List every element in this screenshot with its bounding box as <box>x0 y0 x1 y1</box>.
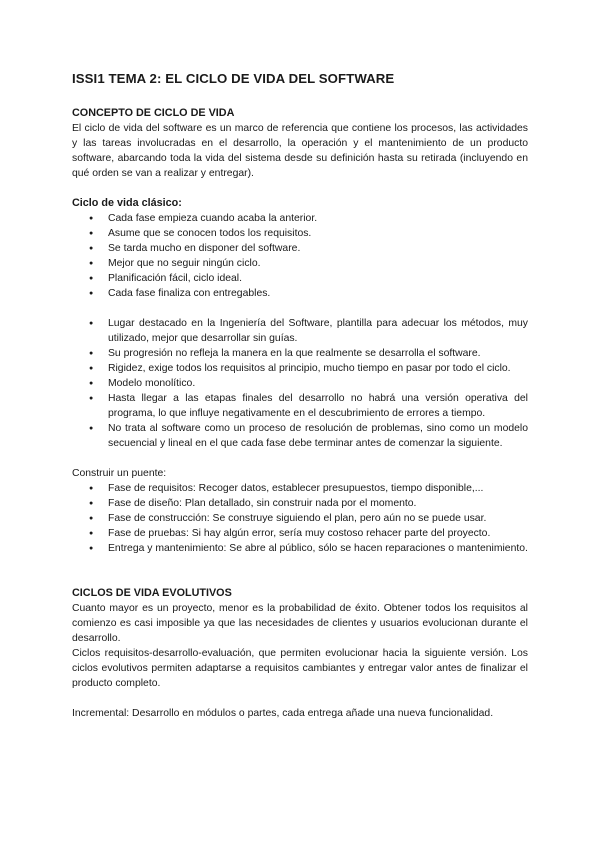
clasico-list-1 <box>72 211 528 301</box>
puente-list <box>72 481 528 556</box>
list-item: ● No trata al software como un proceso de resolución de problemas, sino como un modelo secuencial y lineal en el que cada fase debe terminar antes de comenzar la siguiente. <box>72 421 528 451</box>
list-item: ● Cada fase empieza cuando acaba la anterior. <box>72 211 528 226</box>
list-item: ● Cada fase finaliza con entregables. <box>72 286 528 301</box>
list-item: ● Planificación fácil, ciclo ideal. <box>72 271 528 286</box>
document-page <box>72 70 528 721</box>
subheading-ciclo-clasico: Ciclo de vida clásico: <box>72 197 182 209</box>
concepto-paragraph: El ciclo de vida del software es un marco de referencia que contiene los procesos, las actividades y las tareas involucradas en el desarrollo, la operación y el mantenimiento de un producto software, abarcando toda la vida del sistema desde su definición hasta su retirada (incluyendo en qué orden se van a realizar y entregar). <box>72 123 528 179</box>
list-item: ● Modelo monolítico. <box>72 376 528 391</box>
list-item: ● Entrega y mantenimiento: Se abre al público, sólo se hacen reparaciones o mantenimiento. <box>72 541 528 556</box>
list-item: ● Rigidez, exige todos los requisitos al principio, mucho tiempo en pasar por todo el ciclo. <box>72 361 528 376</box>
section-heading-concepto: CONCEPTO DE CICLO DE VIDA <box>72 107 235 119</box>
incremental-paragraph: Incremental: Desarrollo en módulos o partes, cada entrega añade una nueva funcionalidad. <box>72 708 494 719</box>
clasico-list-2 <box>72 316 528 451</box>
evolutivos-paragraph-2: Ciclos requisitos-desarrollo-evaluación, que permiten evolucionar hacia la siguiente versión. Los ciclos evolutivos permiten adaptarse a requisitos cambiantes y entregar valor antes de finalizar el producto completo. <box>72 648 528 689</box>
evolutivos-paragraph-1: Cuanto mayor es un proyecto, menor es la probabilidad de éxito. Obtener todos los requisitos al comienzo es casi imposible ya que las necesidades de clientes y usuarios evolucionan durante el desarrollo. <box>72 603 528 644</box>
list-item: ● Su progresión no refleja la manera en la que realmente se desarrolla el software. <box>72 346 528 361</box>
list-item: ● Fase de pruebas: Si hay algún error, sería muy costoso rehacer parte del proyecto. <box>72 526 528 541</box>
section-heading-evolutivos: CICLOS DE VIDA EVOLUTIVOS <box>72 587 232 599</box>
page-title: ISSI1 TEMA 2: EL CICLO DE VIDA DEL SOFTWARE <box>72 71 395 86</box>
list-item: ● Se tarda mucho en disponer del software. <box>72 241 528 256</box>
puente-heading: Construir un puente: <box>72 468 167 479</box>
list-item: ● Fase de requisitos: Recoger datos, establecer presupuestos, tiempo disponible,... <box>72 481 528 496</box>
list-item: ● Fase de diseño: Plan detallado, sin construir nada por el momento. <box>72 496 528 511</box>
list-item: ● Fase de construcción: Se construye siguiendo el plan, pero aún no se puede usar. <box>72 511 528 526</box>
list-item: ● Asume que se conocen todos los requisitos. <box>72 226 528 241</box>
list-item: ● Lugar destacado en la Ingeniería del Software, plantilla para adecuar los métodos, muy utilizado, mejor que desarrollar sin guías. <box>72 316 528 346</box>
list-item: ● Hasta llegar a las etapas finales del desarrollo no habrá una versión operativa del programa, lo que influye negativamente en el descubrimiento de errores a tiempo. <box>72 391 528 421</box>
list-item: ● Mejor que no seguir ningún ciclo. <box>72 256 528 271</box>
